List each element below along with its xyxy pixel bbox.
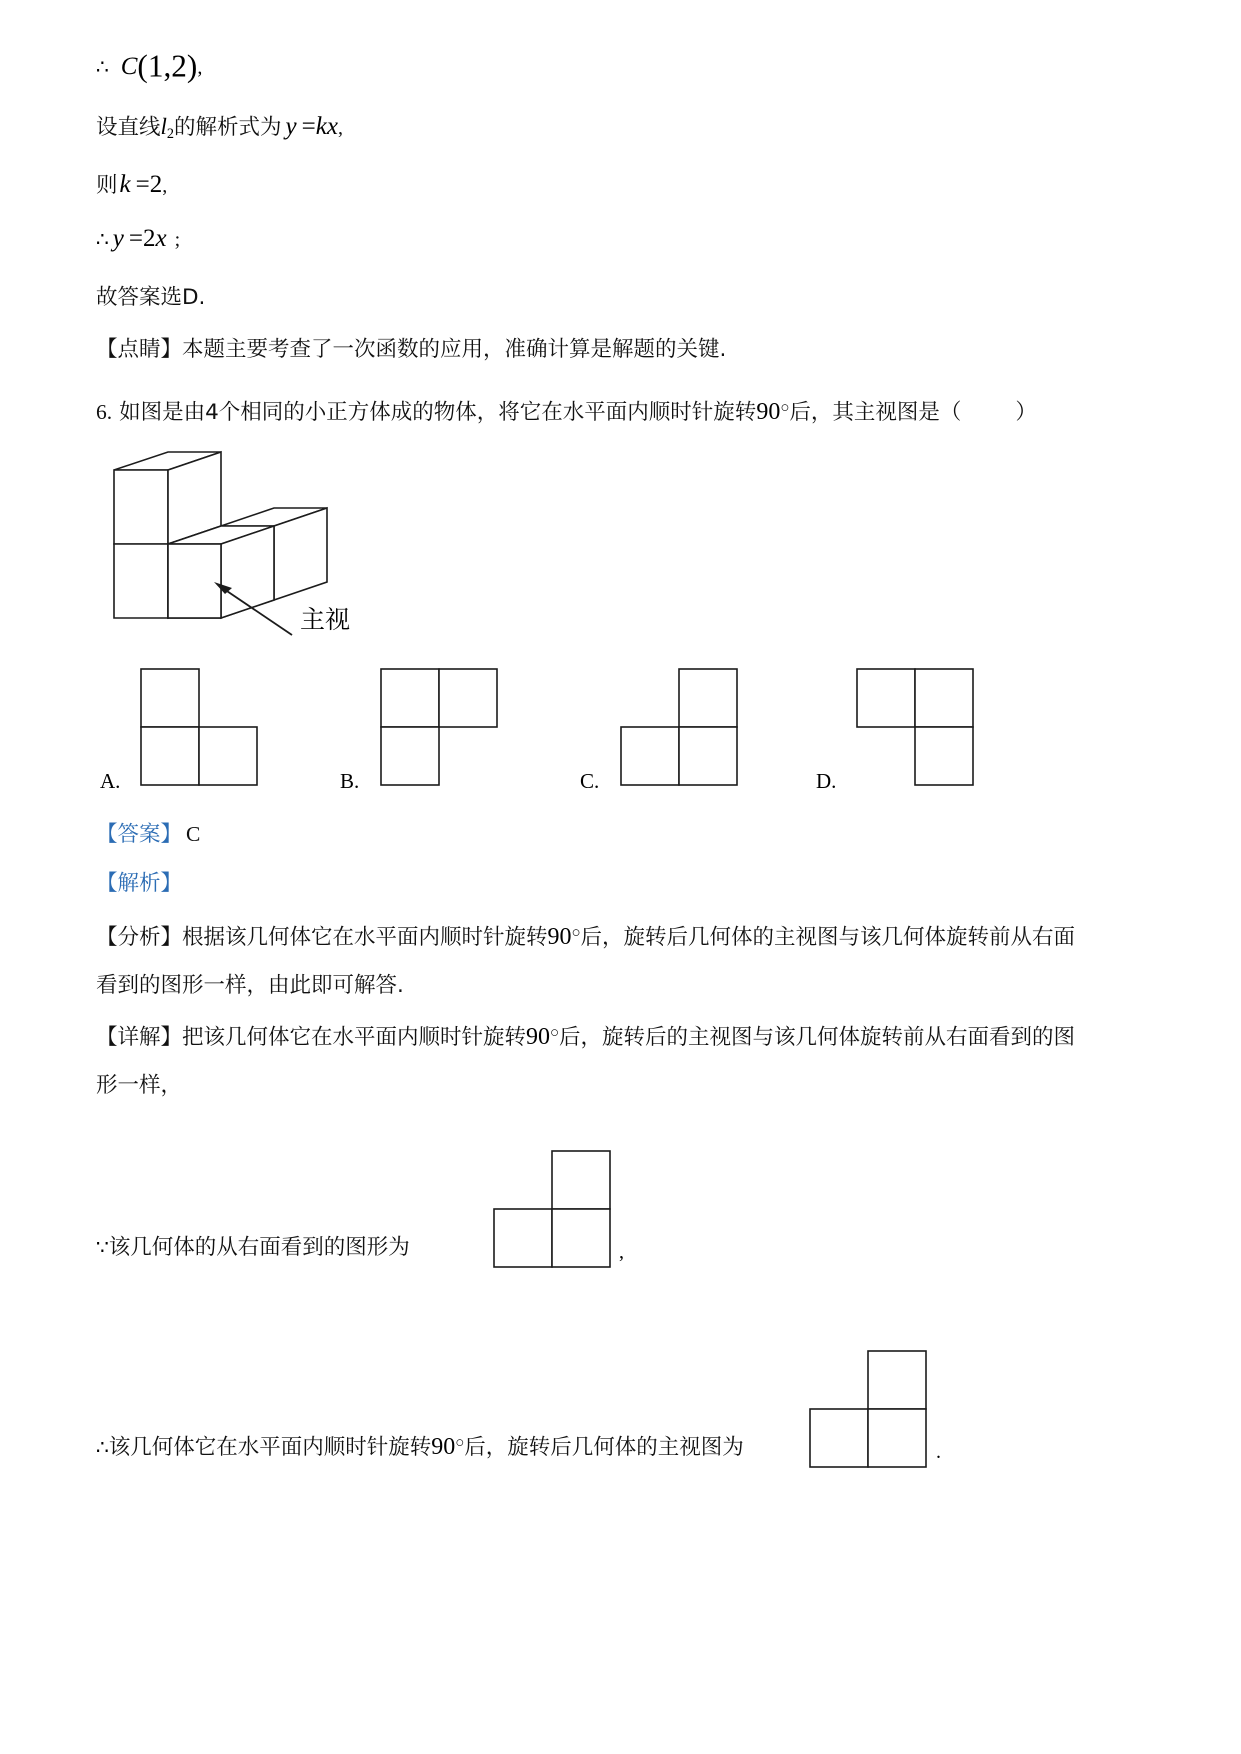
solid-figure-svg [96,448,426,633]
xiangjie-line2: 形一样， [96,1073,183,1098]
conclusion-2-cell-bottom-left [810,1409,868,1467]
question-number: 6. [96,400,113,424]
front-view-label: 主视 [300,605,351,634]
comma-3: , [162,175,168,197]
point-label-c: C [120,52,138,80]
conclusion-2-row [96,1304,1151,1464]
fenxi-tag: 【分析】 [96,925,183,950]
conclusion-2-text-a: 该几何体它在水平面内顺时针旋转 [108,1434,432,1460]
dianjing-text: 【点睛】本题主要考查了一次函数的应用，准确计算是解题的关键. [96,337,727,362]
option-c[interactable] [620,668,738,786]
because-symbol: ∵ [96,1234,109,1259]
question-text-part-b: 后，其主视图是（ [789,400,962,425]
conclusion-1-figure [493,1150,611,1268]
fenxi-line2: 看到的图形一样，由此即可解答. [96,973,404,998]
solid-figure-container [96,448,1151,633]
conclusion-2-angle: 90 [431,1433,456,1460]
line-variable-l: l [160,114,167,139]
rotation-angle: 90 [756,399,781,425]
degree-symbol: ○ [780,399,790,416]
set-line-mid: 的解析式为 [174,115,282,140]
y-equation-x: x [155,225,167,252]
option-d-label: D. [816,769,837,793]
option-b-shape [380,668,498,786]
answer-value: C [186,822,201,846]
fenxi-degree-symbol: ○ [571,924,581,941]
comma-2: , [337,117,343,139]
fenxi-text-a: 根据该几何体它在水平面内顺时针旋转 [182,925,548,950]
therefore-symbol: ∴ [96,54,109,79]
answer-line [96,818,1151,868]
y-equation: =2 [128,225,156,252]
point-coords: (1,2) [137,48,198,83]
expr-equals: = [301,113,316,140]
comma-1: , [197,56,203,79]
conclusion-2-degree-symbol: ○ [455,1434,465,1451]
conclusion-2-cell-top-right [868,1351,926,1409]
option-b-label: B. [340,769,360,793]
conclusion-2-cell-bottom-right [868,1409,926,1467]
k-prefix: 则 [96,173,118,198]
conclusion-1-row [96,1104,1151,1264]
option-c-cell-bottom-right [679,727,737,785]
xiangjie-text-a: 把该几何体它在水平面内顺时针旋转 [182,1025,527,1050]
cube-left-upper-left [114,470,168,544]
option-d[interactable] [856,668,974,786]
conclusion-2-shape [809,1350,927,1468]
option-a-cell-bottom-left [141,727,199,785]
set-line-prefix: 设直线 [96,115,161,140]
xiangjie-tag: 【详解】 [96,1025,183,1050]
semicolon-1: ; [174,229,181,251]
option-b[interactable] [380,668,498,786]
fenxi-text-b: 后，旋转后几何体的主视图与该几何体旋转前从右面 [580,925,1076,950]
page-content [96,48,1151,1464]
option-b-cell-bottom-left [381,727,439,785]
xiangjie-angle: 90 [526,1024,551,1050]
option-d-cell-bottom-right [915,727,973,785]
final-answer-text: 故答案选D. [96,285,206,310]
conclusion-2-period: . [936,1441,941,1463]
analysis-tag: 【解析】 [96,871,183,896]
line-dianjing [96,334,1151,396]
fenxi-paragraph-line2 [96,970,1151,1022]
line-y-result [96,225,1151,282]
fenxi-angle: 90 [547,924,572,950]
therefore-symbol-2: ∴ [96,227,109,251]
option-d-cell-top-left [857,669,915,727]
conclusion-2-text-b: 后，旋转后几何体的主视图为 [464,1434,744,1460]
conclusion-1-cell-bottom-right [552,1209,610,1267]
analysis-tag-line [96,868,1151,922]
option-a-label: A. [100,769,121,793]
option-b-cell-top-right [439,669,497,727]
option-a-shape [140,668,258,786]
cube-left-lower-left [114,544,168,618]
option-c-cell-bottom-left [621,727,679,785]
option-d-cell-top-right [915,669,973,727]
conclusion-1-text: 该几何体的从右面看到的图形为 [108,1234,410,1260]
conclusion-1-cell-top-right [552,1151,610,1209]
conclusion-1-comma: , [619,1241,624,1263]
option-a[interactable] [140,668,258,786]
k-equation: =2 [135,171,163,198]
y-variable: y [112,225,124,252]
answer-tag: 【答案】 [96,822,183,847]
line-k-value [96,170,1151,225]
option-a-cell-top-left [141,669,199,727]
xiangjie-text-b: 后，旋转后的主视图与该几何体旋转前从右面看到的图 [559,1025,1076,1050]
therefore-symbol-3: ∴ [96,1434,109,1459]
expr-y: y [285,113,297,140]
line-variable-subscript: 2 [166,125,175,142]
question-text-part-c: ） [1015,400,1037,425]
conclusion-2-figure [809,1350,927,1468]
expr-kx: kx [315,113,338,140]
conclusion-1-cell-bottom-left [494,1209,552,1267]
option-b-cell-top-left [381,669,439,727]
k-variable: k [119,171,131,198]
answer-options-row [96,657,1151,792]
option-c-label: C. [580,769,600,793]
fenxi-paragraph [96,922,1151,970]
option-c-shape [620,668,738,786]
question-text-part-a: 如图是由4个相同的小正方体成的物体，将它在水平面内顺时针旋转 [119,400,757,425]
option-a-cell-bottom-right [199,727,257,785]
xiangjie-paragraph [96,1022,1151,1070]
xiangjie-paragraph-line2 [96,1070,1151,1104]
option-c-cell-top-right [679,669,737,727]
line-set-equation [96,112,1151,170]
conclusion-1-shape [493,1150,611,1268]
question-6-stem [96,396,1151,438]
cube-face-front-main [168,544,221,618]
line-point-c [96,48,1151,112]
xiangjie-degree-symbol: ○ [550,1024,560,1041]
line-final-answer [96,282,1151,334]
option-d-shape [856,668,974,786]
